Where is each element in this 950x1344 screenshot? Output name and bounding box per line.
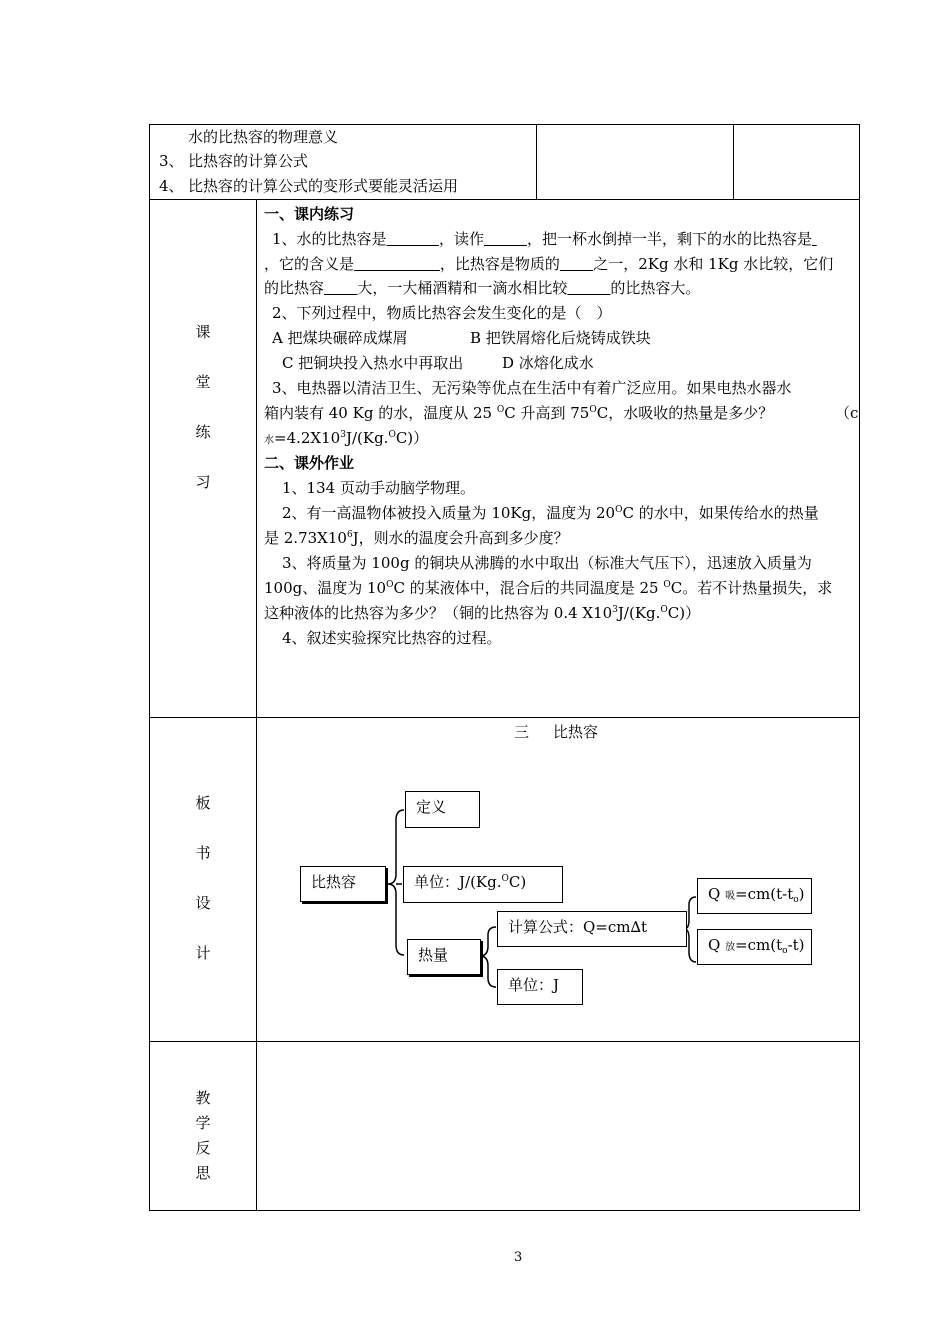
initial-subscript: o — [793, 895, 799, 905]
connector-heat — [480, 927, 496, 987]
q1-text-b: ，读作 — [439, 230, 485, 248]
initial-subscript: o — [782, 946, 788, 956]
board-label-1: 板 — [195, 794, 211, 812]
question-3-line-1: 3、电热器以清洁卫生、无污染等优点在生活中有着广泛应用。如果电热水器水 — [272, 379, 792, 397]
objective-number-3: 3、 — [159, 152, 184, 170]
q3-text: 箱内装有 40 Kg 的水，温度从 25 — [264, 404, 497, 422]
root-node-specific-heat: 比热容 — [300, 866, 386, 902]
q1-text-e: ，比热容是物质的 — [439, 255, 560, 273]
q-abs-text: =cm(t-t — [735, 885, 794, 903]
question-2-option-c: C 把铜块投入热水中再取出 — [282, 354, 464, 372]
degree-superscript: O — [388, 430, 396, 440]
degree-superscript: O — [496, 405, 505, 415]
unit-text: C) — [508, 873, 527, 891]
homework-1: 1、134 页动手动脑学物理。 — [282, 479, 475, 497]
hw3-text: J/(Kg. — [617, 604, 661, 622]
node-heat-released — [697, 929, 812, 965]
hw2-text: 是 2.73X10 — [264, 529, 347, 547]
degree-superscript: O — [615, 505, 623, 515]
exponent-superscript: 6 — [346, 530, 353, 540]
hw2-text: 2、有一高温物体被投入质量为 10Kg，温度为 20 — [282, 504, 616, 522]
homework-3-line-1: 3、将质量为 100g 的铜块从沸腾的水中取出（标准大气压下），迅速放入质量为 — [282, 554, 812, 572]
question-2-option-d: D 冰熔化成水 — [502, 354, 594, 372]
q1-text-i: 的比热容大。 — [610, 279, 701, 297]
q1-text-h: 大，一大桶酒精和一滴水相比较 — [357, 279, 568, 297]
q3-text: J/(Kg. — [345, 429, 389, 447]
question-2: 2、下列过程中，物质比热容会发生变化的是（ ） — [272, 304, 612, 322]
node-unit — [403, 866, 563, 903]
reflection-label-4: 思 — [195, 1164, 211, 1182]
q3-text: C 升高到 75 — [504, 404, 590, 422]
question-2-option-b: B 把铁屑熔化后烧铸成铁块 — [470, 329, 651, 347]
degree-superscript: O — [660, 605, 668, 615]
page-number: 3 — [514, 1250, 523, 1265]
board-label-3: 设 — [195, 894, 211, 912]
objective-line-3: 比热容的计算公式的变形式要能灵活运用 — [188, 177, 459, 195]
board-label-4: 计 — [195, 944, 211, 962]
degree-superscript: O — [589, 405, 597, 415]
hw3-text: C。若不计热量损失，求 — [670, 579, 833, 597]
exercise-label-2: 堂 — [195, 373, 211, 391]
hw3-text: 100g、温度为 10 — [264, 579, 387, 597]
exercise-label-4: 习 — [195, 473, 211, 491]
q1-text-a: 1、水的比热容是 — [272, 230, 387, 248]
water-subscript: 水 — [264, 435, 274, 446]
q1-text-f: 之一，2Kg 水和 1Kg 水比较，它们 — [593, 255, 834, 273]
homework-4: 4、叙述实验探究比热容的过程。 — [282, 629, 502, 647]
homework-heading: 二、课外作业 — [264, 454, 355, 472]
objective-number-4: 4、 — [159, 177, 184, 195]
q-rel-text: =cm(t — [735, 936, 783, 954]
degree-superscript: O — [501, 874, 509, 884]
node-definition: 定义 — [405, 791, 480, 828]
reflection-label-2: 学 — [195, 1114, 211, 1132]
q3-text: C，水吸收的热量是多少？ — [596, 404, 774, 422]
q-rel-text: Q — [708, 936, 726, 954]
degree-superscript: O — [663, 580, 671, 590]
reflection-label-3: 反 — [195, 1139, 211, 1157]
exponent-superscript: 3 — [340, 430, 346, 440]
node-heat: 热量 — [407, 939, 481, 975]
hw3-text: C)） — [667, 604, 701, 622]
degree-superscript: O — [386, 580, 394, 590]
exercise-label-1: 课 — [195, 323, 211, 341]
q3-text: =4.2X10 — [274, 429, 341, 447]
node-heat-unit: 单位：J — [497, 969, 583, 1005]
absorbed-subscript: 吸 — [725, 891, 736, 902]
q1-text-d: ，它的含义是 — [264, 255, 355, 273]
board-label-2: 书 — [195, 844, 211, 862]
question-3-paren: （c — [835, 404, 859, 422]
hw3-text: C 的某液体中，混合后的共同温度是 25 — [393, 579, 664, 597]
node-formula: 计算公式：Q=cm∆t — [497, 911, 687, 947]
hw2-text: C 的水中，如果传给水的热量 — [622, 504, 819, 522]
objective-line-1: 水的比热容的物理意义 — [188, 128, 339, 146]
connector-root — [388, 810, 404, 955]
q3-text: C)） — [395, 429, 429, 447]
objective-line-2: 比热容的计算公式 — [188, 152, 309, 170]
exercise-label-3: 练 — [195, 423, 211, 441]
question-2-option-a: A 把煤块碾碎成煤屑 — [272, 329, 408, 347]
q1-text-c: ，把一杯水倒掉一半，剩下的水的比热容是 — [526, 230, 812, 248]
q1-text-g: 的比热容 — [264, 279, 325, 297]
q-rel-text: -t) — [787, 936, 805, 954]
board-title: 比热容 — [553, 723, 599, 741]
hw2-text: J，则水的温度会升高到多少度？ — [352, 529, 569, 547]
released-subscript: 放 — [725, 942, 736, 953]
node-heat-absorbed — [697, 878, 812, 914]
q-abs-text: Q — [708, 885, 726, 903]
in-class-heading: 一、课内练习 — [264, 205, 355, 223]
reflection-label-1: 教 — [195, 1089, 211, 1107]
board-title-number: 三 — [514, 723, 530, 741]
hw3-text: 这种液体的比热容为多少？（铜的比热容为 0.4 X10 — [264, 604, 613, 622]
exponent-superscript: 3 — [612, 605, 618, 615]
unit-text: 单位：J/(Kg. — [414, 873, 502, 891]
q-abs-text: ) — [798, 885, 805, 903]
